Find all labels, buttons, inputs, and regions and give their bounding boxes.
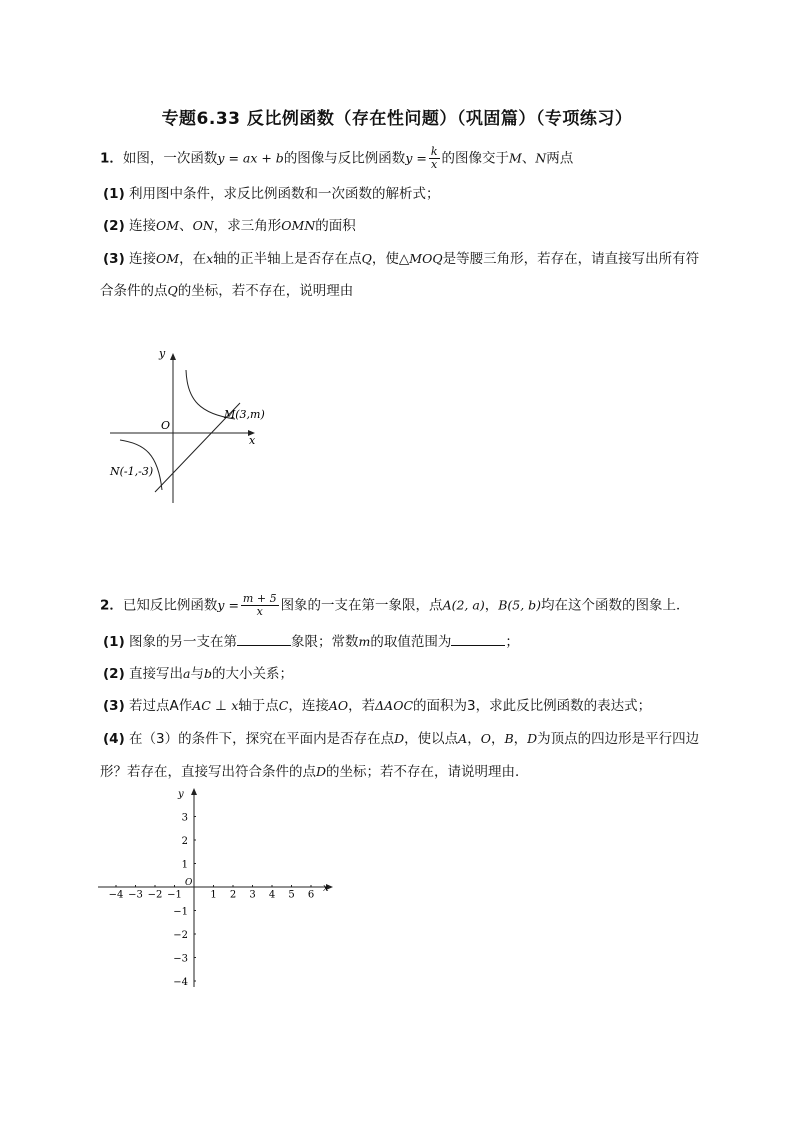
denominator: x	[431, 158, 438, 171]
point-m-label: M(3,m)	[224, 408, 265, 421]
fraction-k-over-x	[429, 146, 440, 171]
text: ，	[467, 731, 481, 747]
part-number: (1)	[103, 186, 125, 202]
text: 为顶点的四边形是平行四边	[537, 731, 700, 747]
text: 的面积	[315, 218, 356, 234]
part-number: (4)	[103, 731, 125, 747]
part-number: (2)	[103, 666, 125, 682]
segment-label: AO	[328, 698, 349, 713]
y-axis-label: y	[178, 789, 184, 800]
text: 的坐标；若不存在，请说明理由．	[326, 764, 529, 780]
text: 图象的另一支在第	[129, 634, 238, 650]
text: 的图像与反比例函数	[283, 150, 406, 167]
x-tick-label: 1	[210, 889, 217, 901]
question-2-part-1	[103, 632, 519, 652]
x-tick-label: 3	[249, 889, 256, 901]
y-tick-label: 2	[181, 836, 188, 847]
text: 如图，一次函数	[122, 150, 218, 167]
text: 、	[179, 218, 193, 234]
segment-label: OM	[156, 251, 180, 266]
origin-label: O	[185, 878, 193, 888]
axis-label: x	[231, 698, 239, 713]
x-tick-label: 5	[288, 889, 295, 901]
segment-label: AC	[192, 698, 211, 713]
text: 的大小关系；	[212, 666, 293, 682]
answer-blank-quadrant[interactable]	[237, 633, 291, 646]
formula-linear: y = ax + b	[217, 150, 284, 166]
text: 已知反比例函数	[122, 597, 218, 614]
text: 、	[521, 150, 536, 167]
y-tick-label: −3	[173, 953, 188, 965]
triangle-label: ΔAOC	[375, 698, 414, 713]
question-number: 1．	[100, 150, 123, 167]
y-axis-arrow	[170, 353, 176, 360]
text: 的面积为3，求此反比例函数的表达式；	[413, 698, 652, 714]
text: ，连接	[288, 698, 329, 714]
text: 图象的一支在第一象限，点	[280, 597, 443, 614]
text: ，使以点	[404, 731, 459, 747]
formula-inverse-lhs: y =	[217, 597, 239, 613]
text: 形？若存在，直接写出符合条件的点	[100, 764, 316, 780]
point-label: D	[316, 764, 327, 779]
x-tick-label: 4	[268, 889, 276, 901]
question-1-stem	[100, 146, 573, 171]
axis-label: x	[206, 251, 214, 266]
text: 的图像交于	[441, 150, 509, 167]
text: ，求三角形	[213, 218, 282, 234]
text: 两点	[546, 150, 574, 167]
text: ，在	[179, 251, 207, 267]
part-number: (3)	[103, 251, 125, 267]
y-tick-label: −4	[173, 977, 188, 988]
y-tick-label: 1	[181, 859, 188, 871]
point-label: O	[480, 731, 491, 746]
text: 与	[190, 666, 204, 682]
graph-1	[100, 340, 280, 510]
variable-b: b	[203, 666, 212, 681]
point-label: D	[527, 731, 538, 746]
point-n-label: N(-1,-3)	[110, 465, 154, 478]
point-label: N	[535, 150, 547, 166]
text: 合条件的点	[100, 283, 168, 299]
y-tick-label: −2	[173, 930, 188, 941]
triangle-label: OMN	[281, 218, 316, 233]
graph-2-coordinate-plane	[90, 785, 340, 995]
text: 连接	[129, 218, 157, 234]
text: 均在这个函数的图象上．	[541, 597, 690, 614]
y-axis-arrow	[191, 788, 197, 795]
text: 是等腰三角形，若存在，请直接写出所有符	[442, 251, 700, 267]
question-2-part-4	[103, 729, 699, 749]
question-2-part-3	[103, 696, 651, 716]
y-tick-label: −1	[173, 906, 188, 918]
point-label: B	[504, 731, 514, 746]
text: 轴的正半轴上是否存在点	[213, 251, 362, 267]
text: 连接	[129, 251, 157, 267]
y-tick-label: 3	[181, 812, 188, 824]
point-label: A	[458, 731, 468, 746]
page-title: 专题6.33 反比例函数（存在性问题）（巩固篇）（专项练习）	[161, 109, 633, 129]
point-label: Q	[167, 283, 178, 298]
denominator: x	[256, 605, 263, 618]
x-tick-label: −2	[147, 889, 163, 901]
text: ，	[484, 597, 499, 614]
point-label: Q	[361, 251, 372, 266]
question-1-part-2	[103, 216, 356, 236]
text: ，	[490, 731, 505, 747]
answer-blank-range[interactable]	[451, 633, 505, 646]
variable-m: m	[358, 634, 371, 649]
question-1-part-1	[103, 184, 440, 204]
segment-label: ON	[192, 218, 214, 233]
question-2-part-2	[103, 664, 293, 684]
origin-label: O	[161, 419, 171, 432]
point-b: B(5, b)	[498, 597, 542, 613]
part-number: (3)	[103, 698, 125, 714]
perpendicular-symbol: ⊥	[210, 698, 232, 714]
point-label: M	[509, 150, 522, 166]
variable-a: a	[183, 666, 191, 681]
question-1-part-3-cont	[100, 281, 353, 301]
text: ；	[505, 634, 519, 650]
numerator: m + 5	[242, 592, 277, 605]
text: 利用图中条件，求反比例函数和一次函数的解析式；	[129, 186, 440, 202]
x-tick-label: 6	[307, 889, 315, 901]
text: ，若	[348, 698, 376, 714]
point-a: A(2, a)	[442, 597, 485, 613]
y-axis-label: y	[159, 347, 166, 360]
x-axis-label: x	[323, 883, 329, 894]
formula-inverse-lhs: y =	[405, 150, 427, 166]
text: 轴于点	[238, 698, 279, 714]
x-tick-label: −4	[108, 889, 124, 901]
part-number: (2)	[103, 218, 125, 234]
fraction-m5-over-x	[241, 593, 279, 618]
text: 象限；常数	[291, 634, 359, 650]
x-axis-label: x	[249, 434, 256, 447]
point-label: C	[278, 698, 289, 713]
x-tick-label: 2	[229, 889, 237, 901]
text: 的坐标，若不存在，说明理由	[177, 283, 354, 299]
part-number: (1)	[103, 634, 125, 650]
x-tick-label: −1	[167, 889, 182, 901]
triangle-label: MOQ	[409, 251, 443, 266]
text: ，使△	[371, 251, 410, 267]
numerator: k	[430, 145, 438, 158]
text: 直接写出	[129, 666, 184, 682]
point-label: D	[394, 731, 405, 746]
question-number: 2．	[100, 597, 123, 614]
segment-label: OM	[156, 218, 180, 233]
x-tick-label: −3	[128, 889, 143, 901]
text: 的取值范围为	[370, 634, 452, 650]
question-1-part-3	[103, 249, 699, 269]
text: ，	[513, 731, 528, 747]
question-2-part-4-cont	[100, 762, 529, 782]
question-2-stem	[100, 593, 690, 618]
text: 若过点A作	[129, 698, 193, 714]
text: 在（3）的条件下，探究在平面内是否存在点	[129, 731, 395, 747]
